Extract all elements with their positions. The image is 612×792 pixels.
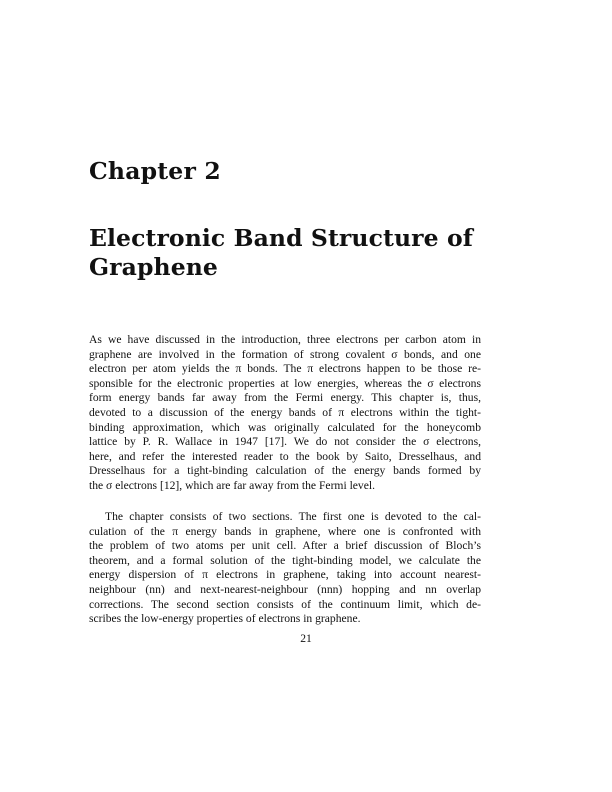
text-line: The chapter consists of two sections. The first one is devoted to the cal- xyxy=(105,510,481,523)
text-line: sponsible for the electronic properties at low energies, whereas the σ electrons xyxy=(89,376,481,390)
chapter-title xyxy=(89,224,509,282)
text-line: binding approximation, which was originally calculated for the honeycomb xyxy=(89,420,481,434)
text-line: theorem, and a formal solution of the tight-binding model, we calculate the xyxy=(89,553,481,567)
text-line: form energy bands far away from the Fermi energy. This chapter is, thus, xyxy=(89,391,481,405)
chapter-title-line: Graphene xyxy=(89,253,218,281)
text-line: neighbour (nn) and next-nearest-neighbour (nnn) hopping and nn overlap xyxy=(89,582,481,596)
paragraph-outline xyxy=(89,510,481,627)
text-line: the σ electrons [12], which are far away from the Fermi level. xyxy=(89,478,375,492)
text-line: here, and refer the interested reader to the book by Saito, Dresselhaus, and xyxy=(89,449,481,463)
text-line: lattice by P. R. Wallace in 1947 [17]. We do not consider the σ electrons, xyxy=(89,435,481,449)
text-line: the problem of two atoms per unit cell. After a brief discussion of Bloch’s xyxy=(89,539,481,553)
chapter-title-line: Electronic Band Structure of xyxy=(89,224,473,252)
paragraph-intro xyxy=(89,333,481,494)
text-line: Dresselhaus for a tight-binding calculation of the energy bands formed by xyxy=(89,464,481,478)
text-line: electron per atom yields the π bonds. The π electrons happen to be those re- xyxy=(89,362,481,376)
text-line: As we have discussed in the introduction, three electrons per carbon atom in xyxy=(89,333,481,346)
text-line: devoted to a discussion of the energy bands of π electrons within the tight- xyxy=(89,405,481,419)
chapter-label: Chapter 2 xyxy=(89,157,221,185)
text-line: corrections. The second section consists of the continuum limit, which de- xyxy=(89,597,481,611)
text-line: energy dispersion of π electrons in graphene, taking into account nearest- xyxy=(89,568,481,582)
text-line: scribes the low-energy properties of electrons in graphene. xyxy=(89,612,361,626)
text-line: graphene are involved in the formation of strong covalent σ bonds, and one xyxy=(89,347,481,361)
page-number: 21 xyxy=(300,632,312,645)
text-line: culation of the π energy bands in graphene, where one is confronted with xyxy=(89,524,481,538)
